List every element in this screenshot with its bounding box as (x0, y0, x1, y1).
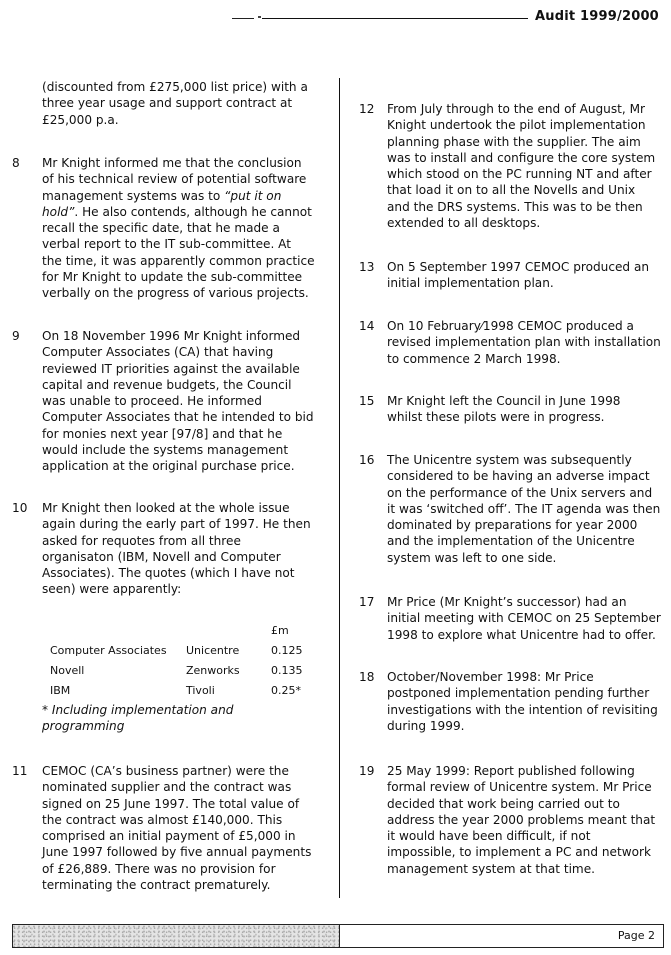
page-header-title: Audit 1999/2000 (535, 9, 659, 24)
header-rule (262, 18, 528, 19)
text-line: organisaton (IBM, Novell and Computer (42, 549, 281, 564)
text-line: system was left to one side. (387, 550, 557, 565)
text-line: which stood on the PC running NT and after (387, 167, 652, 182)
table-cell-price: 0.125 (271, 644, 303, 657)
text-line: On 18 November 1996 Mr Knight informed (42, 329, 301, 343)
text-line: On 5 September 1997 CEMOC produced an (387, 260, 650, 274)
page-footer (12, 924, 664, 948)
text-line (42, 188, 334, 204)
column-divider (339, 78, 340, 898)
text-line: considered to be having an adverse impact (387, 469, 650, 484)
text-line: whilst these pilots were in progress. (387, 410, 605, 425)
text-line: The Unicentre system was subsequently (387, 453, 632, 467)
text-line: to commence 2 March 1998. (387, 351, 561, 366)
paragraph-number: 18 (359, 670, 375, 684)
text-line: From July through to the end of August, Mr (387, 102, 645, 116)
text-line: it would have been difficult, if not (387, 829, 591, 844)
table-cell-price: 0.25* (271, 684, 301, 697)
paragraph-number: 15 (359, 394, 375, 408)
text-line: signed on 25 June 1997. The total value of (42, 796, 300, 811)
header-dot (258, 16, 261, 18)
text-line: would include the systems management (42, 443, 289, 458)
text-line: October/November 1998: Mr Price (387, 670, 594, 684)
text-line: seen) were apparently: (42, 582, 182, 597)
paragraph-number: 16 (359, 453, 375, 467)
text-line: reviewed IT priorities against the available (42, 361, 300, 376)
text-line: and the DRS systems. This was to be then (387, 199, 643, 214)
table-cell-product: Tivoli (186, 684, 215, 697)
text-line: was unable to proceed. He informed (42, 394, 262, 409)
paragraph-number: 14 (359, 319, 375, 333)
text-line: asked for requotes from all three (42, 533, 241, 548)
text-line: formal review of Unicentre system. Mr Price (387, 780, 652, 795)
text-line: On 10 February⁄1998 CEMOC produced a (387, 319, 634, 333)
quote-text: hold” (42, 204, 75, 219)
text-line: and the implementation of the Unicentre (387, 534, 635, 549)
footer-pattern-block (13, 925, 340, 947)
text-line: (discounted from £275,000 list price) with a (42, 80, 308, 94)
text-line: Mr Knight then looked at the whole issue (42, 501, 290, 515)
text-line: Mr Knight left the Council in June 1998 (387, 394, 621, 408)
text-line: recall the specific date, that he made a (42, 221, 280, 236)
text-line: capital and revenue budgets, the Council (42, 377, 292, 392)
table-footnote (42, 702, 233, 735)
text-line: was to install and configure the core system (387, 150, 656, 165)
text-fragment: management systems was to (42, 188, 225, 203)
paragraph-number: 19 (359, 764, 375, 778)
text-line: impossible, to implement a PC and network (387, 845, 651, 860)
text-line: of his technical review of potential software (42, 172, 307, 187)
text-line: for Mr Knight to update the sub-committee (42, 270, 303, 285)
table-cell-product: Unicentre (186, 644, 240, 657)
text-line: planning phase with the supplier. The aim (387, 134, 641, 149)
text-line: during 1999. (387, 718, 465, 733)
text-line: Associates). The quotes (which I have not (42, 566, 295, 581)
paragraph-number: 17 (359, 595, 375, 609)
table-cell-vendor: Computer Associates (50, 644, 167, 657)
text-line: postponed implementation pending further (387, 686, 650, 701)
paragraph-number: 9 (12, 329, 20, 343)
text-line: verbally on the progress of various projects. (42, 286, 309, 301)
text-line: June 1997 followed by five annual payments (42, 845, 312, 860)
text-line: again during the early part of 1997. He then (42, 517, 311, 532)
text-line: Computer Associates (CA) that having (42, 345, 274, 360)
text-line: terminating the contract prematurely. (42, 878, 271, 893)
text-line: for monies next year [97/8] and that he (42, 426, 283, 441)
text-line: Knight undertook the pilot implementation (387, 118, 646, 133)
text-line: programming (42, 719, 125, 734)
text-line: * Including implementation and (42, 703, 234, 717)
text-line (42, 204, 334, 220)
page-number: Page 2 (617, 929, 655, 942)
text-line: initial meeting with CEMOC on 25 September (387, 611, 661, 626)
text-line: extended to all desktops. (387, 216, 541, 231)
text-line: of £26,889. There was no provision for (42, 861, 276, 876)
text-line: decided that work being carried out to (387, 796, 620, 811)
text-line: initial implementation plan. (387, 276, 554, 291)
text-line: comprised an initial payment of £5,000 in (42, 829, 296, 844)
text-line: £25,000 p.a. (42, 112, 119, 127)
text-line: it was ‘switched off’. The IT agenda was then (387, 501, 661, 516)
paragraph-number: 12 (359, 102, 375, 116)
text-line: dominated by preparations for year 2000 (387, 518, 638, 533)
text-line: the contract was almost £140,000. This (42, 812, 283, 827)
text-line: nominated supplier and the contract was (42, 780, 292, 795)
text-line: investigations with the intention of revisiting (387, 702, 658, 717)
paragraph-number: 10 (12, 501, 28, 515)
quote-text: “put it on (224, 188, 282, 203)
text-line: Mr Price (Mr Knight’s successor) had an (387, 595, 627, 609)
text-line: Computer Associates that he intended to bid (42, 410, 314, 425)
text-line: the time, it was apparently common practice (42, 253, 315, 268)
table-cell-vendor: Novell (50, 664, 85, 677)
paragraph-number: 13 (359, 260, 375, 274)
paragraph-number: 11 (12, 764, 28, 778)
text-line: three year usage and support contract at (42, 96, 293, 111)
text-line: that load it on to all the Novells and Unix (387, 183, 636, 198)
paragraph-number: 8 (12, 156, 20, 170)
text-line: management system at that time. (387, 861, 595, 876)
text-line: revised implementation plan with installation (387, 335, 661, 350)
text-fragment: . He also contends, although he cannot (74, 204, 312, 219)
text-line: Mr Knight informed me that the conclusion (42, 156, 302, 170)
header-dash (232, 18, 254, 19)
text-line: verbal report to the IT sub-committee. At (42, 237, 291, 252)
text-line: address the year 2000 problems meant that (387, 812, 656, 827)
text-line: application at the original purchase price. (42, 459, 295, 474)
text-line: 1998 to explore what Unicentre had to offer. (387, 627, 656, 642)
table-cell-product: Zenworks (186, 664, 240, 677)
text-line: on the performance of the Unix servers and (387, 485, 653, 500)
table-cell-vendor: IBM (50, 684, 71, 697)
text-line: 25 May 1999: Report published following (387, 764, 635, 778)
table-header-unit: £m (271, 624, 289, 637)
table-cell-price: 0.135 (271, 664, 303, 677)
text-line: CEMOC (CA’s business partner) were the (42, 764, 289, 778)
